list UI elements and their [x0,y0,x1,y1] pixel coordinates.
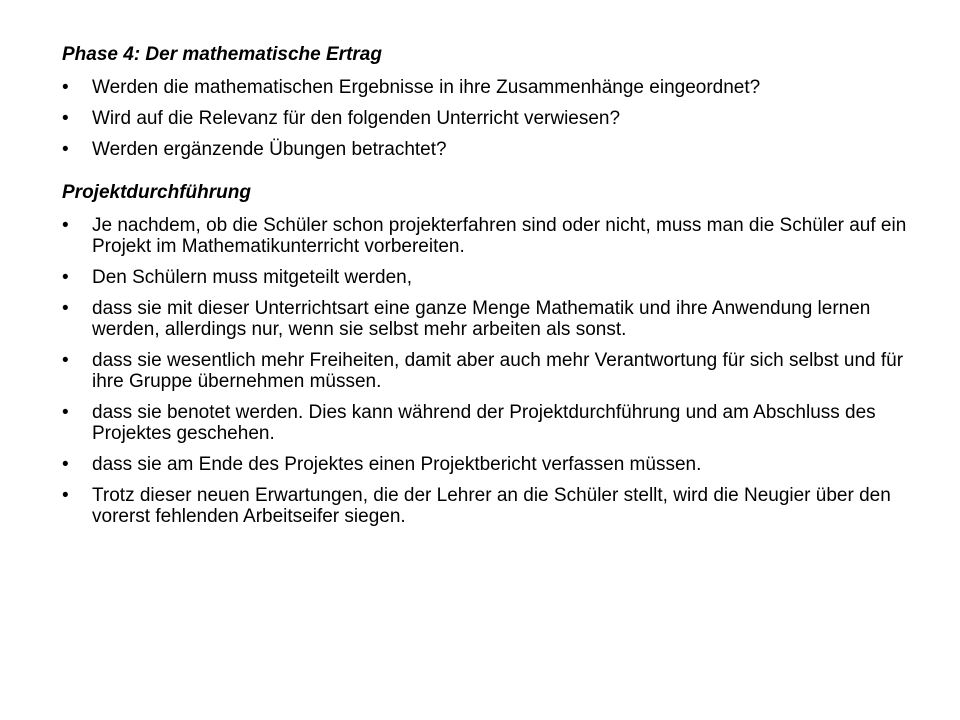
bullet-dot: • [62,350,69,371]
bullet-dot: • [62,108,69,129]
bullet-text: Trotz dieser neuen Erwartungen, die der Lehrer an die Schüler stellt, wird die Neugier über den vorerst fehlenden Arbeitseifer siegen. [92,485,891,527]
bullet-text: dass sie am Ende des Projektes einen Projektbericht verfassen müssen. [92,454,702,475]
bullet-item [62,350,922,392]
bullet-text: Je nachdem, ob die Schüler schon projekterfahren sind oder nicht, muss man die Schüler auf ein Projekt im Mathematikunterricht vorbereiten. [92,215,907,257]
bullet-text: Werden ergänzende Übungen betrachtet? [92,139,447,160]
bullet-dot: • [62,402,69,423]
bullet-item [62,298,922,340]
bullet-item [62,215,922,257]
bullet-dot: • [62,267,69,288]
bullet-dot: • [62,454,69,475]
bullet-text: dass sie benotet werden. Dies kann während der Projektdurchführung und am Abschluss des Projektes geschehen. [92,402,876,444]
slide-content [62,44,922,537]
bullet-text: Den Schülern muss mitgeteilt werden, [92,267,412,288]
bullet-text: dass sie wesentlich mehr Freiheiten, damit aber auch mehr Verantwortung für sich selbst und für ihre Gruppe übernehmen müssen. [92,350,904,392]
bullet-dot: • [62,298,69,319]
bullet-item [62,454,922,475]
bullet-text: dass sie mit dieser Unterrichtsart eine ganze Menge Mathematik und ihre Anwendung lernen werden, allerdings nur, wenn sie selbst mehr arbeiten als sonst. [92,298,871,340]
bullet-dot: • [62,77,69,98]
bullet-item [62,485,922,527]
bullet-item [62,108,922,129]
bullet-list-phase-4 [62,77,922,160]
section-title-projektdurchfuehrung: Projektdurchführung [62,182,251,203]
bullet-dot: • [62,485,69,506]
bullet-text: Werden die mathematischen Ergebnisse in ihre Zusammenhänge eingeordnet? [92,77,761,98]
bullet-list-projektdurchfuehrung [62,215,922,527]
bullet-item [62,402,922,444]
bullet-dot: • [62,139,69,160]
bullet-item [62,267,922,288]
bullet-item [62,77,922,98]
bullet-item [62,139,922,160]
bullet-dot: • [62,215,69,236]
section-title-phase-4: Phase 4: Der mathematische Ertrag [62,44,382,65]
bullet-text: Wird auf die Relevanz für den folgenden Unterricht verwiesen? [92,108,621,129]
